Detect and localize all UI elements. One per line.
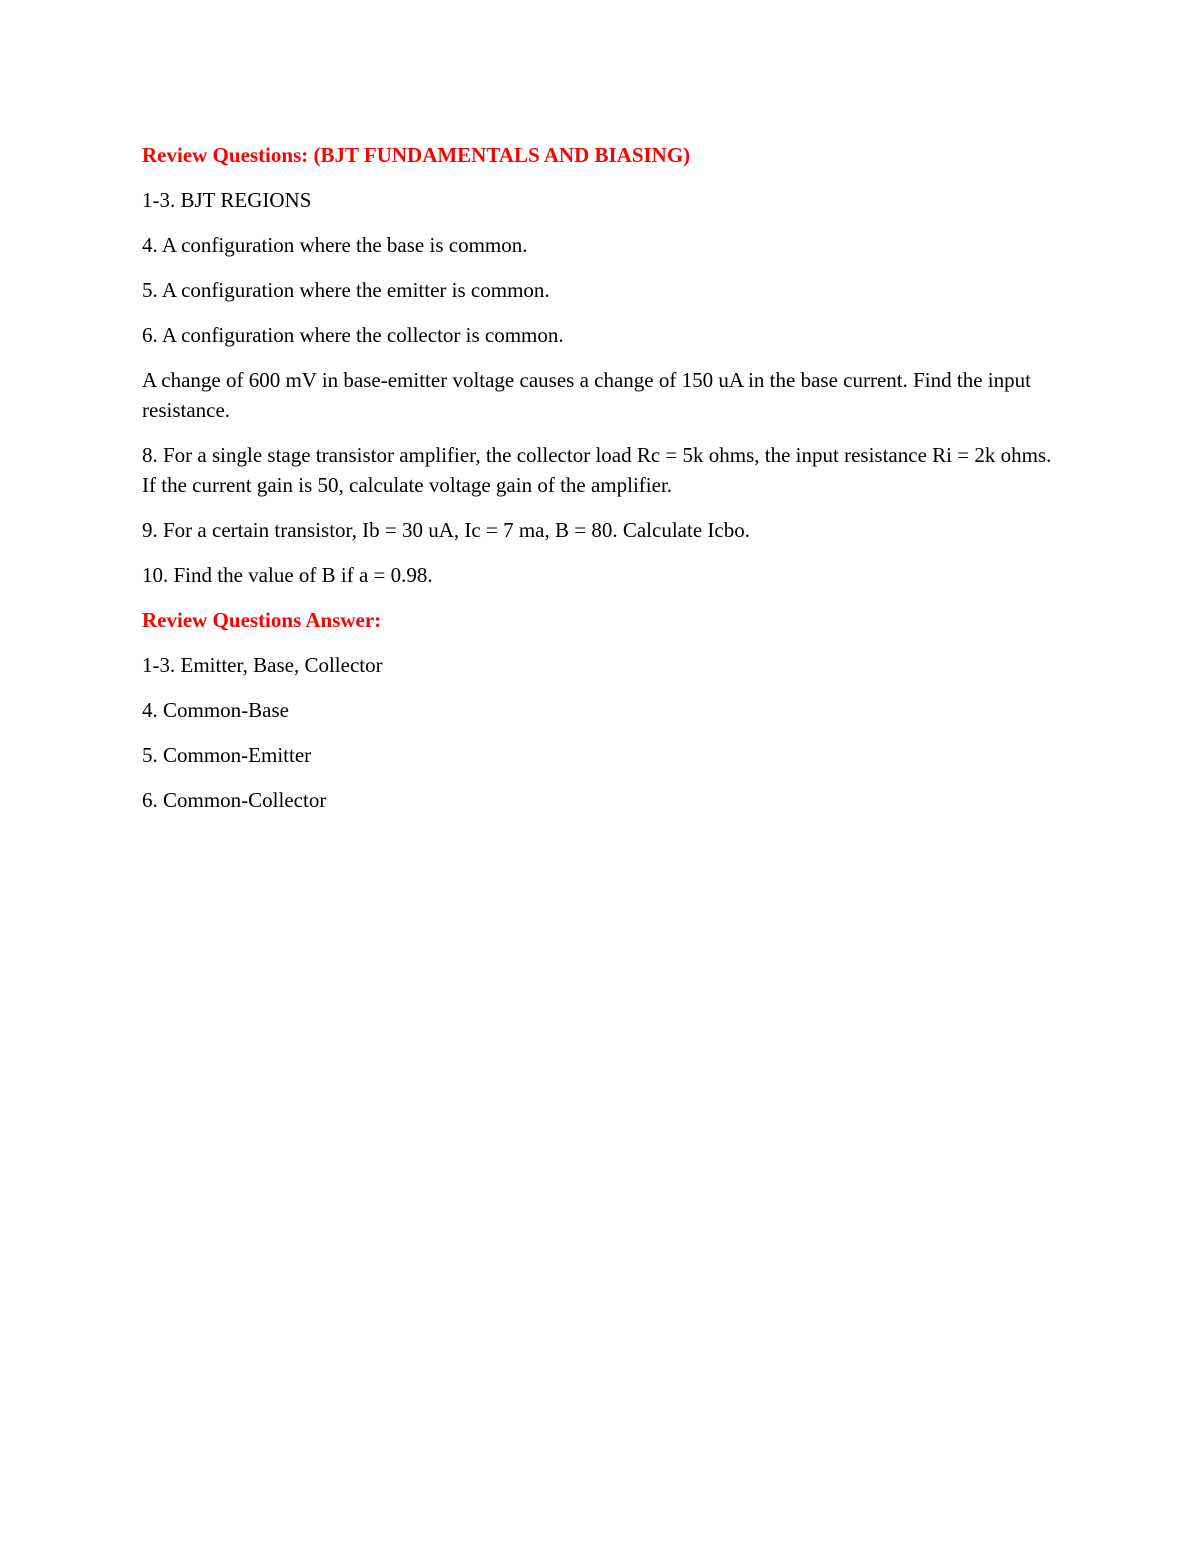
question-item: 1-3. BJT REGIONS	[142, 188, 312, 212]
question-item: 10. Find the value of B if a = 0.98.	[142, 563, 433, 587]
answers-heading: Review Questions Answer:	[142, 608, 382, 632]
answer-item: 1-3. Emitter, Base, Collector	[142, 653, 383, 677]
question-item: 9. For a certain transistor, Ib = 30 uA, Ic = 7 ma, B = 80. Calculate Icbo.	[142, 518, 750, 542]
questions-heading: Review Questions: (BJT FUNDAMENTALS AND BIASING)	[142, 143, 691, 167]
answer-item: 4. Common-Base	[142, 698, 289, 722]
answer-item: 6. Common-Collector	[142, 788, 327, 812]
question-item: 5. A configuration where the emitter is common.	[142, 278, 550, 302]
document-page	[142, 140, 1062, 830]
question-item: 4. A configuration where the base is common.	[142, 233, 528, 257]
answer-item: 5. Common-Emitter	[142, 743, 312, 767]
question-item: 6. A configuration where the collector is common.	[142, 323, 564, 347]
question-item: A change of 600 mV in base-emitter voltage causes a change of 150 uA in the base current. Find the input resistance.	[142, 368, 1031, 422]
question-item: 8. For a single stage transistor amplifier, the collector load Rc = 5k ohms, the input resistance Ri = 2k ohms. If the current gain is 50, calculate voltage gain of the amplifier.	[142, 443, 1052, 497]
